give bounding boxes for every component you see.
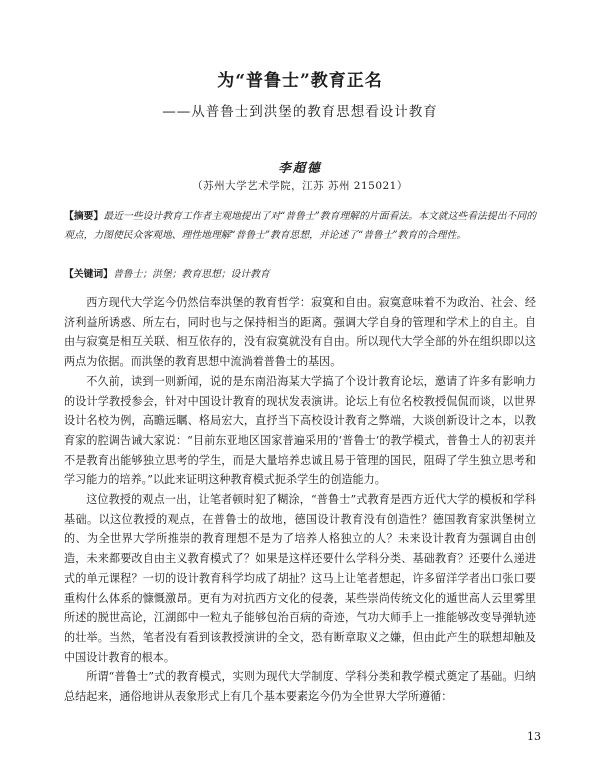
page-number: 13 (527, 730, 541, 743)
body-paragraph: 西方现代大学迄今仍然信奉洪堡的教育哲学：寂寞和自由。寂寞意味着不为政治、社会、经济利益所诱惑、所左右，同时也与之保持相当的距离。强调大学自身的管理和学术上的自主。自由与寂寞是相互关联、相互依存的，没有寂寞就没有自由。所以现代大学全部的外在组织即以这两点为依据。而洪堡的教育思想中流淌着普鲁士的基因。 (64, 296, 536, 369)
article-subtitle: ——从普鲁士到洪堡的教育思想看设计教育 (162, 104, 438, 120)
body-paragraph: 所谓“普鲁士”式的教育模式，实则为现代大学制度、学科分类和教学模式奠定了基础。归纳总结起来，通俗地讲从表象形式上有几个基本要素迄今仍为全世界大学所遵循： (64, 670, 536, 704)
article-body (64, 293, 536, 707)
article-title: 为“普鲁士”教育正名 (217, 71, 383, 91)
abstract-block (64, 208, 536, 245)
author-name: 李超德 (278, 160, 322, 175)
abstract-text: 最近一些设计教育工作者主观地提出了对“普鲁士”教育理解的片面看法。本文就这些看法提出不同的观点，力图使民众客观地、理性地理解“普鲁士”教育思想，并论述了“普鲁士”教育的合理性。 (64, 211, 536, 241)
body-paragraph: 不久前，读到一则新闻，说的是东南沿海某大学搞了个设计教育论坛，邀请了许多有影响力的设计学教授参会，针对中国设计教育的现状发表演讲。论坛上有位名校教授侃侃而谈，以世界设计名校为例，高瞻远瞩、格局宏大，直抒当下高校设计教育之弊端，大谈创新设计之本，以教育家的腔调告诫大家说：“目前东亚地区国家普遍采用的‘普鲁士’的教学模式，普鲁士人的初衷并不是教育出能够独立思考的学生，而是大量培养忠诚且易于管理的国民，阻碍了学生独立思考和学习能力的培养。”以此来证明这种教育模式扼杀学生的创造能力。 (64, 374, 536, 487)
keywords-text: 普鲁士；洪堡；教育思想；设计教育 (112, 269, 270, 280)
abstract-label: 【摘要】 (64, 211, 104, 222)
author-affiliation: （苏州大学艺术学院，江苏 苏州 215021） (192, 180, 408, 192)
keywords-block (64, 266, 536, 284)
body-paragraph: 这位教授的观点一出，让笔者顿时犯了糊涂，“普鲁士”式教育是西方近代大学的模板和学科基础。以这位教授的观点，在普鲁士的故地，德国设计教育没有创造性？德国教育家洪堡树立的、为全世界大学所推崇的教育理想不是为了培养人格独立的人？未来设计教育为强调自由创造，未来都要改自由主义教育模式了？如果是这样还要什么学科分类、基础教育？还要什么递进式的单元课程？一切的设计教育科学均成了胡扯？这马上让笔者想起，许多留洋学者出口张口要重构什么体系的慷慨激昂。更有为对抗西方文化的侵袭，某些崇尚传统文化的遁世高人云里雾里所述的脱世高论，江湖郎中一粒丸子能够包治百病的奇迹，气功大师手上一推能够改变导弹轨迹的壮举。当然，笔者没有看到该教授演讲的全文，恐有断章取义之嫌，但由此产生的联想却触及中国设计教育的根本。 (64, 493, 536, 664)
keywords-label: 【关键词】 (64, 269, 113, 280)
